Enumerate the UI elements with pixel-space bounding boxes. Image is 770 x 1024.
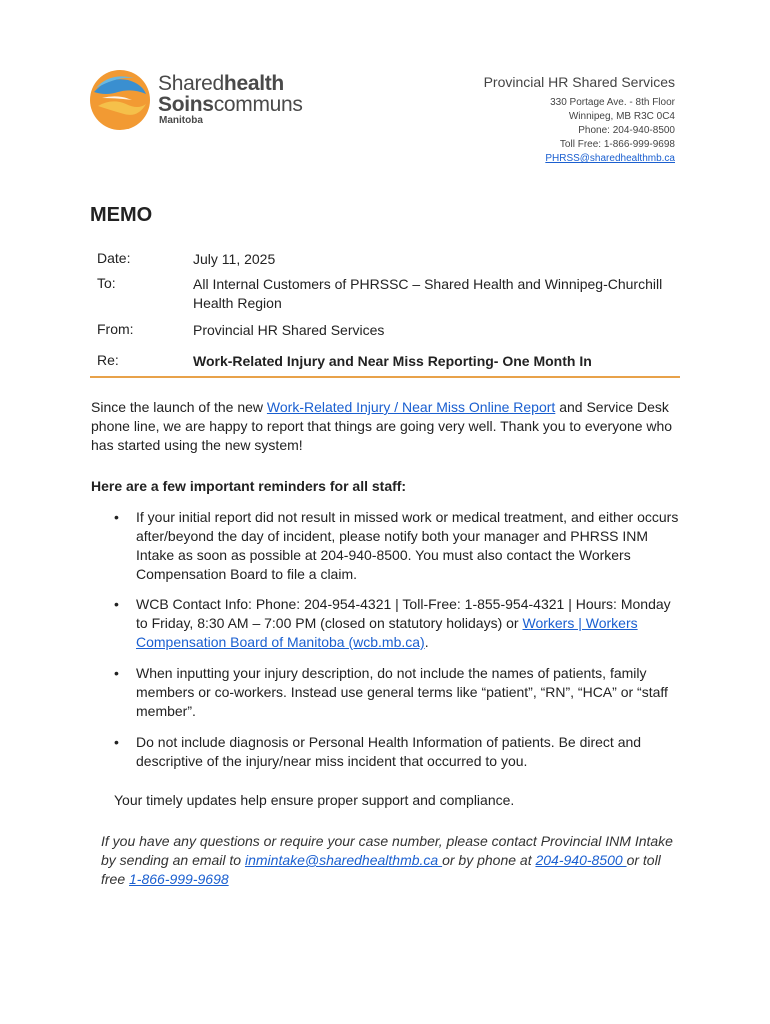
from-label: From: bbox=[97, 321, 134, 337]
closing-paragraph: Your timely updates help ensure proper support and compliance. bbox=[114, 792, 515, 808]
bullet-text-3: When inputting your injury description, do not include the names of patients, family members or co-workers. Instead use general terms like “patient”, “RN”, “HCA” or “staff member”. bbox=[136, 665, 668, 719]
reminders-heading: Here are a few important reminders for all staff: bbox=[91, 478, 407, 494]
header-email-link[interactable]: PHRSS@sharedhealthmb.ca bbox=[545, 153, 675, 164]
date-value: July 11, 2025 bbox=[193, 251, 276, 267]
date-label: Date: bbox=[97, 250, 131, 266]
bullet-icon: • bbox=[114, 596, 119, 612]
phone-line: Phone: 204-940-8500 bbox=[578, 125, 675, 136]
bullet-icon: • bbox=[114, 509, 119, 525]
wcb-link[interactable]: Workers | Workers Compensation Board of Manitoba (wcb.mb.ca) bbox=[136, 615, 638, 650]
to-label: To: bbox=[97, 275, 116, 291]
sender-address-block bbox=[484, 74, 675, 166]
address-line-1: 330 Portage Ave. - 8th Floor bbox=[550, 97, 675, 108]
from-value: Provincial HR Shared Services bbox=[193, 322, 385, 338]
org-name: Provincial HR Shared Services bbox=[483, 74, 675, 90]
to-value: All Internal Customers of PHRSSC – Shared Health and Winnipeg-Churchill Health Region bbox=[193, 276, 663, 311]
bullet-icon: • bbox=[114, 734, 119, 750]
address-line-2: Winnipeg, MB R3C 0C4 bbox=[568, 111, 675, 122]
logo-line3: Manitoba bbox=[159, 115, 203, 126]
re-label: Re: bbox=[97, 352, 119, 368]
online-report-link[interactable]: Work-Related Injury / Near Miss Online Report bbox=[266, 399, 556, 415]
bullet-text-4: Do not include diagnosis or Personal Health Information of patients. Be direct and descriptive of the injury/near miss incident that occurred to you. bbox=[136, 734, 642, 769]
shared-health-logo bbox=[88, 68, 308, 132]
bullet-icon: • bbox=[114, 665, 119, 681]
bullet-text-2: WCB Contact Info: Phone: 204-954-4321 | Toll-Free: 1-855-954-4321 | Hours: Monday to Friday, 8:30 AM – 7:00 PM (closed on statutory holidays) or Workers | Workers Compensation Board of Manitoba (wcb.mb.ca). bbox=[136, 596, 671, 650]
contact-paragraph: If you have any questions or require your case number, please contact Provincial INM Intake by sending an email to inmintake@sharedhealthmb.ca or by phone at 204-940-8500 or toll free 1-866-999-9698 bbox=[101, 833, 673, 887]
intake-email-link[interactable]: inmintake@sharedhealthmb.ca bbox=[244, 852, 443, 868]
re-value: Work-Related Injury and Near Miss Reporting- One Month In bbox=[193, 353, 592, 369]
logo-emblem-icon bbox=[88, 68, 152, 132]
header-divider bbox=[90, 376, 680, 378]
intake-phone-link[interactable]: 204-940-8500 bbox=[535, 852, 627, 868]
intro-paragraph: Since the launch of the new Work-Related Injury / Near Miss Online Report and Service Desk phone line, we are happy to report that things are going very well. Thank you to everyone who has started using the new system! bbox=[91, 399, 673, 453]
logo-line2: Soinscommuns bbox=[158, 93, 303, 116]
memo-title: MEMO bbox=[90, 204, 153, 226]
bullet-text-1: If your initial report did not result in missed work or medical treatment, and either occurs after/beyond the day of incident, please notify both your manager and PHRSS INM Intake as soon as possible at 204-940-8500. You must also contact the Workers Compensation Board to file a claim. bbox=[136, 509, 679, 582]
tollfree-link[interactable]: 1-866-999-9698 bbox=[129, 871, 229, 887]
tollfree-line: Toll Free: 1-866-999-9698 bbox=[559, 139, 675, 150]
logo-line1: Sharedhealth bbox=[158, 72, 284, 95]
